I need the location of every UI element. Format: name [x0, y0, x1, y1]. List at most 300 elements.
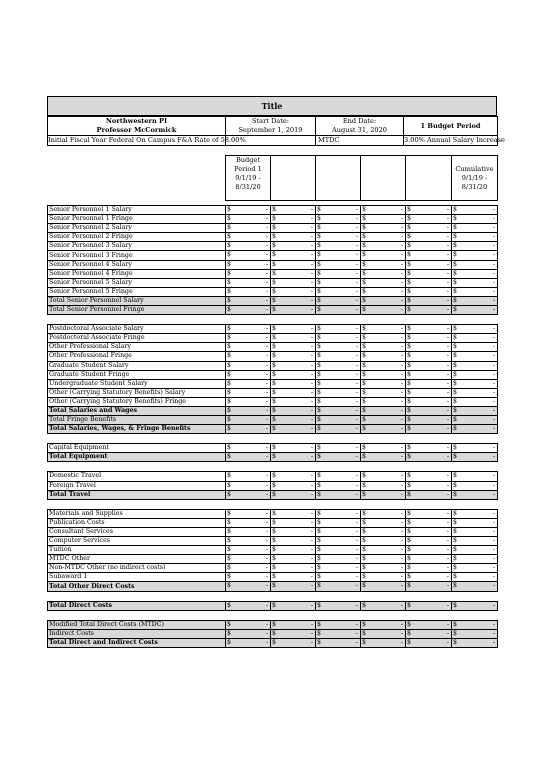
amount-cell — [361, 287, 406, 296]
dollar-sign: $ — [317, 527, 322, 535]
dollar-sign: $ — [317, 564, 322, 572]
amount-value: - — [446, 573, 449, 581]
amount-value: - — [492, 406, 495, 414]
dollar-sign: $ — [227, 453, 232, 461]
amount-cell — [361, 453, 406, 462]
amount-value: - — [446, 224, 449, 232]
amount-cell — [452, 406, 498, 415]
dollar-sign: $ — [317, 629, 322, 637]
row-label: Total Salaries and Wages — [48, 406, 226, 415]
amount-value: - — [492, 481, 495, 489]
amount-value: - — [446, 242, 449, 250]
row-label: Senior Personnel 2 Fringe — [48, 233, 226, 242]
row-label: Non-MTDC Other (no indirect costs) — [48, 564, 226, 573]
amount-value: - — [492, 444, 495, 452]
amount-value: - — [310, 527, 313, 535]
dollar-sign: $ — [317, 444, 322, 452]
dollar-sign: $ — [272, 352, 277, 360]
dollar-sign: $ — [407, 287, 412, 295]
dollar-sign: $ — [453, 509, 458, 517]
amount-value: - — [355, 296, 358, 304]
amount-value: - — [492, 370, 495, 378]
amount-cell — [361, 278, 406, 287]
amount-cell — [452, 251, 498, 260]
dollar-sign: $ — [227, 620, 232, 628]
dollar-sign: $ — [407, 472, 412, 480]
dollar-sign: $ — [317, 509, 322, 517]
amount-cell — [406, 379, 452, 388]
amount-value: - — [310, 215, 313, 223]
dollar-sign: $ — [317, 343, 322, 351]
dollar-sign: $ — [453, 555, 458, 563]
amount-cell — [361, 638, 406, 647]
amount-cell — [226, 527, 271, 536]
dollar-sign: $ — [453, 620, 458, 628]
amount-cell — [406, 564, 452, 573]
amount-value: - — [355, 388, 358, 396]
amount-value: - — [446, 397, 449, 405]
amount-value: - — [265, 325, 268, 333]
amount-value: - — [310, 472, 313, 480]
dollar-sign: $ — [407, 278, 412, 286]
dollar-sign: $ — [272, 260, 277, 268]
row-label: Tuition — [48, 546, 226, 555]
amount-value: - — [446, 278, 449, 286]
dollar-sign: $ — [317, 416, 322, 424]
dollar-sign: $ — [362, 370, 367, 378]
amount-value: - — [492, 306, 495, 314]
amount-cell — [226, 601, 271, 610]
budget-row — [48, 379, 498, 388]
amount-value: - — [265, 251, 268, 259]
dollar-sign: $ — [227, 490, 232, 498]
amount-value: - — [492, 287, 495, 295]
amount-cell — [452, 537, 498, 546]
amount-value: - — [492, 379, 495, 387]
dollar-sign: $ — [227, 334, 232, 342]
dollar-sign: $ — [272, 278, 277, 286]
amount-cell — [452, 296, 498, 305]
amount-value: - — [355, 509, 358, 517]
amount-cell — [316, 296, 361, 305]
amount-cell — [226, 620, 271, 629]
amount-value: - — [310, 325, 313, 333]
row-label: Computer Services — [48, 537, 226, 546]
amount-value: - — [400, 509, 403, 517]
amount-cell — [226, 242, 271, 251]
dollar-sign: $ — [362, 546, 367, 554]
dollar-sign: $ — [272, 601, 277, 609]
amount-cell — [316, 472, 361, 481]
start-date-value: September 1, 2019 — [238, 126, 303, 134]
dollar-sign: $ — [227, 379, 232, 387]
amount-cell — [406, 352, 452, 361]
row-label: Total Fringe Benefits — [48, 416, 226, 425]
amount-value: - — [446, 406, 449, 414]
amount-value: - — [265, 388, 268, 396]
amount-value: - — [492, 453, 495, 461]
amount-cell — [316, 361, 361, 370]
amount-value: - — [310, 224, 313, 232]
amount-value: - — [446, 629, 449, 637]
dollar-sign: $ — [407, 582, 412, 590]
dollar-sign: $ — [407, 242, 412, 250]
dollar-sign: $ — [272, 334, 277, 342]
dollar-sign: $ — [362, 224, 367, 232]
dollar-sign: $ — [407, 206, 412, 213]
amount-cell — [271, 388, 316, 397]
dollar-sign: $ — [272, 343, 277, 351]
dollar-sign: $ — [227, 206, 232, 213]
amount-value: - — [446, 352, 449, 360]
amount-value: - — [265, 509, 268, 517]
amount-cell — [226, 444, 271, 453]
budget-period-1-dates: 9/1/19 - 8/31/20 — [235, 174, 261, 191]
budget-row — [48, 397, 498, 406]
dollar-sign: $ — [272, 481, 277, 489]
amount-value: - — [265, 453, 268, 461]
row-label: Senior Personnel 4 Salary — [48, 260, 226, 269]
dollar-sign: $ — [227, 269, 232, 277]
dollar-sign: $ — [453, 638, 458, 646]
amount-value: - — [355, 481, 358, 489]
dollar-sign: $ — [453, 361, 458, 369]
amount-value: - — [265, 601, 268, 609]
amount-cell — [316, 573, 361, 582]
amount-cell — [271, 573, 316, 582]
amount-cell — [361, 518, 406, 527]
amount-value: - — [400, 370, 403, 378]
amount-cell — [226, 481, 271, 490]
pi-cell — [48, 117, 226, 136]
dollar-sign: $ — [453, 370, 458, 378]
dollar-sign: $ — [317, 325, 322, 333]
dollar-sign: $ — [453, 490, 458, 498]
row-label: Senior Personnel 1 Fringe — [48, 215, 226, 224]
amount-value: - — [446, 518, 449, 526]
budget-row — [48, 233, 498, 242]
row-label: MTDC Other — [48, 555, 226, 564]
amount-cell — [361, 260, 406, 269]
dollar-sign: $ — [407, 397, 412, 405]
amount-value: - — [310, 453, 313, 461]
budget-row — [48, 287, 498, 296]
budget-row — [48, 629, 498, 638]
budget-row — [48, 416, 498, 425]
amount-cell — [271, 481, 316, 490]
dollar-sign: $ — [227, 361, 232, 369]
amount-value: - — [265, 444, 268, 452]
amount-value: - — [265, 481, 268, 489]
row-label: Senior Personnel 5 Fringe — [48, 287, 226, 296]
dollar-sign: $ — [317, 582, 322, 590]
dollar-sign: $ — [272, 242, 277, 250]
amount-cell — [406, 629, 452, 638]
dollar-sign: $ — [407, 527, 412, 535]
amount-cell — [226, 370, 271, 379]
dollar-sign: $ — [227, 242, 232, 250]
amount-value: - — [446, 564, 449, 572]
budget-row — [48, 444, 498, 453]
amount-value: - — [400, 397, 403, 405]
dollar-sign: $ — [362, 444, 367, 452]
row-label: Indirect Costs — [48, 629, 226, 638]
amount-cell — [452, 352, 498, 361]
amount-value: - — [492, 388, 495, 396]
dollar-sign: $ — [453, 242, 458, 250]
amount-cell — [452, 509, 498, 518]
amount-cell — [361, 601, 406, 610]
dollar-sign: $ — [272, 361, 277, 369]
amount-value: - — [400, 215, 403, 223]
dollar-sign: $ — [272, 546, 277, 554]
dollar-sign: $ — [453, 629, 458, 637]
dollar-sign: $ — [407, 555, 412, 563]
amount-cell — [406, 481, 452, 490]
amount-cell — [406, 601, 452, 610]
amount-cell — [316, 287, 361, 296]
amount-cell — [406, 518, 452, 527]
dollar-sign: $ — [272, 406, 277, 414]
amount-value: - — [492, 527, 495, 535]
row-label: Other (Carrying Statutory Benefits) Salary — [48, 388, 226, 397]
amount-value: - — [355, 537, 358, 544]
dollar-sign: $ — [272, 388, 277, 396]
amount-value: - — [400, 233, 403, 241]
amount-value: - — [446, 490, 449, 498]
amount-value: - — [492, 555, 495, 563]
dollar-sign: $ — [453, 582, 458, 590]
amount-value: - — [265, 370, 268, 378]
dollar-sign: $ — [227, 555, 232, 563]
amount-value: - — [446, 444, 449, 452]
dollar-sign: $ — [407, 269, 412, 277]
amount-cell — [361, 361, 406, 370]
row-label: Total Senior Personnel Salary — [48, 296, 226, 305]
amount-cell — [316, 388, 361, 397]
amount-cell — [271, 406, 316, 415]
amount-value: - — [355, 278, 358, 286]
amount-cell — [361, 406, 406, 415]
amount-cell — [361, 537, 406, 546]
budget-row — [48, 215, 498, 224]
dollar-sign: $ — [317, 370, 322, 378]
amount-value: - — [310, 406, 313, 414]
dollar-sign: $ — [317, 215, 322, 223]
amount-value: - — [355, 242, 358, 250]
amount-value: - — [400, 546, 403, 554]
amount-cell — [271, 601, 316, 610]
amount-cell — [316, 215, 361, 224]
amount-cell — [226, 296, 271, 305]
amount-value: - — [400, 278, 403, 286]
dollar-sign: $ — [272, 472, 277, 480]
amount-cell — [406, 251, 452, 260]
dollar-sign: $ — [362, 251, 367, 259]
dollar-sign: $ — [272, 537, 277, 544]
budget-table — [47, 155, 498, 648]
amount-cell — [361, 425, 406, 434]
amount-cell — [271, 537, 316, 546]
amount-value: - — [400, 453, 403, 461]
amount-cell — [452, 564, 498, 573]
amount-cell — [452, 379, 498, 388]
dollar-sign: $ — [362, 260, 367, 268]
dollar-sign: $ — [407, 379, 412, 387]
amount-cell — [316, 379, 361, 388]
dollar-sign: $ — [407, 325, 412, 333]
amount-cell — [406, 260, 452, 269]
amount-value: - — [355, 638, 358, 646]
amount-value: - — [310, 601, 313, 609]
amount-value: - — [355, 379, 358, 387]
budget-row — [48, 269, 498, 278]
amount-cell — [361, 620, 406, 629]
dollar-sign: $ — [272, 573, 277, 581]
dollar-sign: $ — [362, 564, 367, 572]
amount-cell — [316, 564, 361, 573]
dollar-sign: $ — [317, 388, 322, 396]
amount-value: - — [355, 472, 358, 480]
amount-value: - — [265, 379, 268, 387]
amount-cell — [406, 582, 452, 591]
dollar-sign: $ — [407, 564, 412, 572]
dollar-sign: $ — [227, 638, 232, 646]
budget-row — [48, 334, 498, 343]
cumulative-dates: 9/1/19 - 8/31/20 — [461, 174, 488, 191]
dollar-sign: $ — [317, 352, 322, 360]
amount-cell — [226, 472, 271, 481]
dollar-sign: $ — [317, 490, 322, 498]
dollar-sign: $ — [407, 453, 412, 461]
dollar-sign: $ — [227, 251, 232, 259]
dollar-sign: $ — [362, 481, 367, 489]
amount-value: - — [355, 573, 358, 581]
amount-cell — [271, 546, 316, 555]
amount-value: - — [492, 601, 495, 609]
amount-value: - — [492, 278, 495, 286]
amount-value: - — [492, 573, 495, 581]
amount-cell — [271, 620, 316, 629]
dollar-sign: $ — [453, 564, 458, 572]
dollar-sign: $ — [362, 397, 367, 405]
budget-row — [48, 582, 498, 591]
budget-row — [48, 518, 498, 527]
dollar-sign: $ — [272, 379, 277, 387]
dollar-sign: $ — [272, 564, 277, 572]
amount-cell — [226, 425, 271, 434]
dollar-sign: $ — [362, 343, 367, 351]
amount-value: - — [492, 425, 495, 433]
amount-cell — [361, 388, 406, 397]
amount-cell — [226, 287, 271, 296]
amount-value: - — [446, 582, 449, 590]
dollar-sign: $ — [317, 251, 322, 259]
amount-cell — [452, 555, 498, 564]
amount-cell — [406, 444, 452, 453]
amount-value: - — [310, 388, 313, 396]
dollar-sign: $ — [272, 224, 277, 232]
dollar-sign: $ — [453, 206, 458, 213]
amount-cell — [271, 582, 316, 591]
label-column-header — [48, 156, 226, 201]
amount-value: - — [310, 490, 313, 498]
start-date-label: Start Date: — [252, 117, 289, 125]
amount-value: - — [265, 260, 268, 268]
amount-cell — [271, 397, 316, 406]
amount-value: - — [355, 453, 358, 461]
amount-cell — [226, 509, 271, 518]
row-label: Graduate Student Salary — [48, 361, 226, 370]
amount-value: - — [492, 242, 495, 250]
amount-cell — [226, 555, 271, 564]
amount-value: - — [355, 343, 358, 351]
amount-value: - — [355, 325, 358, 333]
row-label: Modified Total Direct Costs (MTDC) — [48, 620, 226, 629]
amount-value: - — [446, 453, 449, 461]
dollar-sign: $ — [227, 287, 232, 295]
amount-value: - — [310, 361, 313, 369]
amount-cell — [361, 416, 406, 425]
amount-cell — [406, 416, 452, 425]
amount-value: - — [265, 215, 268, 223]
dollar-sign: $ — [227, 444, 232, 452]
dollar-sign: $ — [272, 296, 277, 304]
amount-value: - — [310, 296, 313, 304]
amount-cell — [361, 224, 406, 233]
budget-row — [48, 296, 498, 305]
budget-row — [48, 527, 498, 536]
row-label: Senior Personnel 3 Fringe — [48, 251, 226, 260]
amount-value: - — [446, 269, 449, 277]
dollar-sign: $ — [362, 472, 367, 480]
amount-value: - — [400, 379, 403, 387]
amount-value: - — [492, 251, 495, 259]
amount-value: - — [355, 601, 358, 609]
dollar-sign: $ — [407, 490, 412, 498]
dollar-sign: $ — [407, 416, 412, 424]
amount-cell — [226, 206, 271, 215]
cumulative-header — [452, 156, 498, 201]
amount-value: - — [400, 260, 403, 268]
end-date-value: August 31, 2020 — [332, 126, 387, 134]
amount-cell — [316, 490, 361, 499]
amount-value: - — [400, 629, 403, 637]
budget-row — [48, 601, 498, 610]
amount-value: - — [446, 370, 449, 378]
amount-cell — [406, 287, 452, 296]
dollar-sign: $ — [453, 278, 458, 286]
amount-cell — [226, 269, 271, 278]
dollar-sign: $ — [272, 233, 277, 241]
dollar-sign: $ — [362, 206, 367, 213]
amount-cell — [406, 343, 452, 352]
amount-value: - — [355, 260, 358, 268]
dollar-sign: $ — [227, 370, 232, 378]
dollar-sign: $ — [453, 306, 458, 314]
amount-cell — [271, 260, 316, 269]
row-label: Total Senior Personnel Fringe — [48, 306, 226, 315]
amount-cell — [452, 397, 498, 406]
amount-cell — [316, 242, 361, 251]
amount-cell — [406, 425, 452, 434]
amount-cell — [271, 278, 316, 287]
amount-value: - — [355, 251, 358, 259]
dollar-sign: $ — [227, 509, 232, 517]
budget-row — [48, 251, 498, 260]
amount-cell — [361, 472, 406, 481]
amount-value: - — [446, 296, 449, 304]
